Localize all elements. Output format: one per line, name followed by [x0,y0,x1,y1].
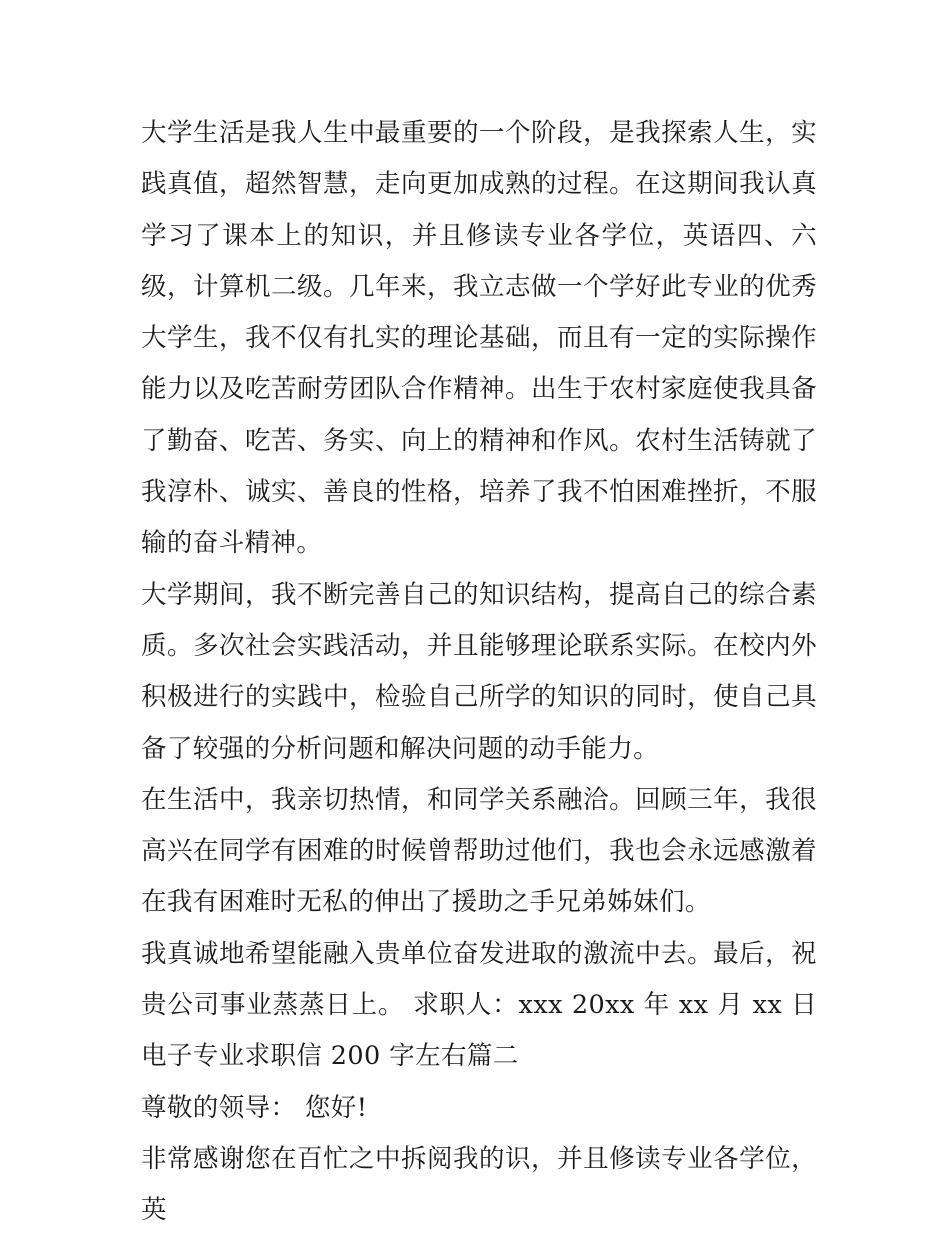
paragraph-intro: 大学生活是我人生中最重要的一个阶段，是我探索人生，实践真值，超然智慧，走向更加成熟的过程。在这期间我认真学习了课本上的知识，并且修读专业各学位，英语四、六级，计算机二级。几年来，我立志做一个学好此专业的优秀大学生，我不仅有扎实的理论基础，而且有一定的实际操作能力以及吃苦耐劳团队合作精神。出生于农村家庭使我具备了勤奋、吃苦、务实、向上的精神和作风。农村生活铸就了我淳朴、诚实、善良的性格，培养了我不怕困难挫折，不服输的奋斗精神。 [141,118,817,559]
paragraph-salutation: 尊敬的领导： 您好! [141,1092,368,1123]
paragraph-university-period: 大学期间，我不断完善自己的知识结构，提高自己的综合素质。多次社会实践活动，并且能够理论联系实际。在校内外积极进行的实践中，检验自己所学的知识的同时，使自己具备了较强的分析问题和解决问题的动手能力。 [141,579,817,764]
paragraph-letter-two-start: 非常感谢您在百忙之中拆阅我的识，并且修读专业各学位，英 [141,1143,817,1226]
document-body [141,108,817,1237]
paragraph-life: 在生活中，我亲切热情，和同学关系融洽。回顾三年，我很高兴在同学有困难的时候曾帮助过他们，我也会永远感激着在我有困难时无私的伸出了援助之手兄弟姊妹们。 [141,784,817,918]
paragraph-closing: 我真诚地希望能融入贵单位奋发进取的激流中去。最后，祝贵公司事业蒸蒸日上。 求职人：xxx 20xx 年 xx 月 xx 日 电子专业求职信 200 字左右篇二 [141,938,817,1072]
